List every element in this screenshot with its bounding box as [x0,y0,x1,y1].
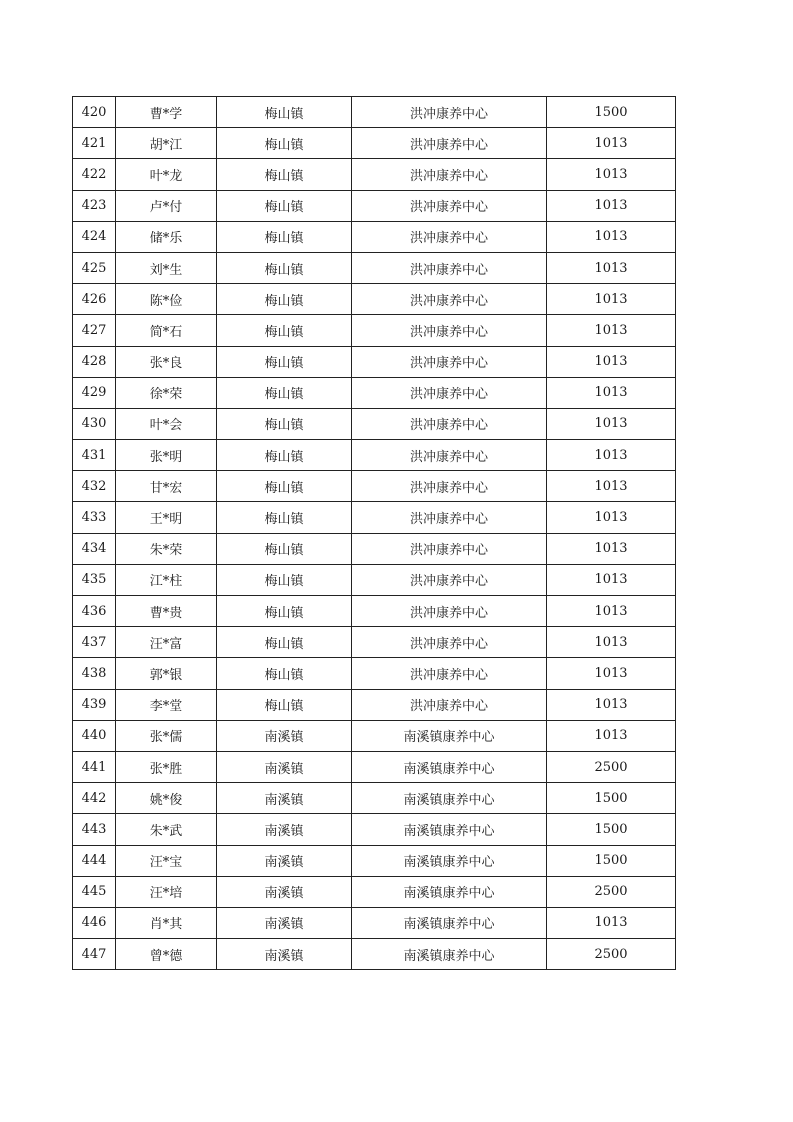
cell-name: 汪*宝 [116,845,217,876]
table-row [73,284,676,315]
cell-serial-number: 439 [73,689,116,720]
cell-town: 梅山镇 [217,284,352,315]
table-row [73,377,676,408]
cell-town: 南溪镇 [217,845,352,876]
cell-town: 南溪镇 [217,751,352,782]
cell-care-center: 洪冲康养中心 [352,377,547,408]
table-row [73,907,676,938]
cell-care-center: 洪冲康养中心 [352,471,547,502]
cell-amount: 1500 [547,783,676,814]
table-row [73,751,676,782]
cell-town: 梅山镇 [217,221,352,252]
cell-name: 胡*江 [116,128,217,159]
cell-town: 梅山镇 [217,596,352,627]
cell-care-center: 洪冲康养中心 [352,533,547,564]
cell-care-center: 洪冲康养中心 [352,252,547,283]
cell-town: 梅山镇 [217,346,352,377]
cell-town: 南溪镇 [217,720,352,751]
table-row [73,596,676,627]
cell-name: 曾*德 [116,939,217,970]
cell-name: 刘*生 [116,252,217,283]
cell-serial-number: 420 [73,97,116,128]
cell-care-center: 南溪镇康养中心 [352,907,547,938]
cell-name: 卢*付 [116,190,217,221]
cell-care-center: 南溪镇康养中心 [352,720,547,751]
table-row [73,720,676,751]
cell-town: 梅山镇 [217,564,352,595]
cell-serial-number: 428 [73,346,116,377]
table-row [73,408,676,439]
cell-town: 梅山镇 [217,440,352,471]
table-row [73,658,676,689]
cell-town: 梅山镇 [217,533,352,564]
cell-amount: 1013 [547,315,676,346]
table-row [73,471,676,502]
cell-name: 张*儒 [116,720,217,751]
cell-amount: 1013 [547,533,676,564]
table-row [73,814,676,845]
cell-name: 曹*学 [116,97,217,128]
table-row [73,783,676,814]
table-row [73,128,676,159]
cell-serial-number: 426 [73,284,116,315]
cell-town: 梅山镇 [217,190,352,221]
cell-town: 梅山镇 [217,97,352,128]
cell-name: 肖*其 [116,907,217,938]
cell-amount: 2500 [547,751,676,782]
cell-town: 梅山镇 [217,128,352,159]
table-row [73,564,676,595]
cell-care-center: 洪冲康养中心 [352,97,547,128]
cell-serial-number: 424 [73,221,116,252]
cell-name: 徐*荣 [116,377,217,408]
cell-town: 梅山镇 [217,502,352,533]
table-row [73,221,676,252]
table-row [73,845,676,876]
cell-amount: 1500 [547,97,676,128]
cell-serial-number: 433 [73,502,116,533]
cell-amount: 1013 [547,564,676,595]
table-row [73,939,676,970]
cell-amount: 1500 [547,814,676,845]
cell-care-center: 洪冲康养中心 [352,128,547,159]
cell-name: 张*良 [116,346,217,377]
cell-amount: 1013 [547,408,676,439]
cell-amount: 1013 [547,720,676,751]
table-row [73,876,676,907]
cell-care-center: 洪冲康养中心 [352,596,547,627]
cell-care-center: 洪冲康养中心 [352,627,547,658]
cell-name: 储*乐 [116,221,217,252]
table-row [73,315,676,346]
cell-amount: 2500 [547,939,676,970]
cell-serial-number: 425 [73,252,116,283]
cell-town: 梅山镇 [217,408,352,439]
cell-name: 陈*俭 [116,284,217,315]
cell-serial-number: 435 [73,564,116,595]
cell-name: 汪*培 [116,876,217,907]
cell-amount: 1013 [547,627,676,658]
table-row [73,252,676,283]
cell-serial-number: 442 [73,783,116,814]
table-row [73,502,676,533]
cell-town: 南溪镇 [217,783,352,814]
cell-care-center: 南溪镇康养中心 [352,814,547,845]
cell-care-center: 南溪镇康养中心 [352,751,547,782]
cell-amount: 1013 [547,190,676,221]
cell-amount: 1013 [547,689,676,720]
cell-town: 梅山镇 [217,252,352,283]
cell-town: 梅山镇 [217,471,352,502]
cell-town: 梅山镇 [217,627,352,658]
roster-table-body [73,97,676,970]
cell-serial-number: 447 [73,939,116,970]
cell-town: 南溪镇 [217,939,352,970]
cell-amount: 1013 [547,346,676,377]
cell-serial-number: 429 [73,377,116,408]
cell-amount: 1013 [547,377,676,408]
cell-name: 汪*富 [116,627,217,658]
cell-care-center: 南溪镇康养中心 [352,783,547,814]
cell-care-center: 洪冲康养中心 [352,284,547,315]
cell-amount: 1013 [547,252,676,283]
cell-serial-number: 423 [73,190,116,221]
cell-town: 梅山镇 [217,159,352,190]
cell-serial-number: 422 [73,159,116,190]
cell-name: 张*明 [116,440,217,471]
cell-amount: 1013 [547,440,676,471]
cell-serial-number: 438 [73,658,116,689]
cell-serial-number: 432 [73,471,116,502]
cell-serial-number: 444 [73,845,116,876]
cell-serial-number: 421 [73,128,116,159]
cell-amount: 1013 [547,658,676,689]
cell-town: 梅山镇 [217,377,352,408]
table-row [73,97,676,128]
cell-amount: 1013 [547,596,676,627]
cell-care-center: 洪冲康养中心 [352,658,547,689]
cell-name: 江*柱 [116,564,217,595]
cell-serial-number: 436 [73,596,116,627]
cell-name: 叶*会 [116,408,217,439]
cell-amount: 1013 [547,907,676,938]
cell-care-center: 南溪镇康养中心 [352,939,547,970]
cell-care-center: 洪冲康养中心 [352,689,547,720]
cell-serial-number: 445 [73,876,116,907]
table-row [73,533,676,564]
cell-amount: 1013 [547,284,676,315]
cell-serial-number: 430 [73,408,116,439]
cell-care-center: 洪冲康养中心 [352,315,547,346]
table-row [73,627,676,658]
cell-care-center: 洪冲康养中心 [352,159,547,190]
cell-amount: 1013 [547,502,676,533]
cell-name: 叶*龙 [116,159,217,190]
cell-serial-number: 440 [73,720,116,751]
cell-care-center: 洪冲康养中心 [352,346,547,377]
cell-amount: 1013 [547,221,676,252]
cell-town: 梅山镇 [217,658,352,689]
cell-serial-number: 434 [73,533,116,564]
cell-serial-number: 446 [73,907,116,938]
cell-town: 梅山镇 [217,689,352,720]
cell-name: 李*堂 [116,689,217,720]
cell-care-center: 洪冲康养中心 [352,440,547,471]
cell-town: 南溪镇 [217,876,352,907]
cell-serial-number: 441 [73,751,116,782]
cell-care-center: 洪冲康养中心 [352,502,547,533]
cell-name: 朱*武 [116,814,217,845]
cell-care-center: 洪冲康养中心 [352,564,547,595]
cell-name: 朱*荣 [116,533,217,564]
roster-table [72,96,676,970]
cell-name: 张*胜 [116,751,217,782]
cell-care-center: 南溪镇康养中心 [352,845,547,876]
table-row [73,440,676,471]
cell-amount: 2500 [547,876,676,907]
cell-serial-number: 443 [73,814,116,845]
cell-amount: 1500 [547,845,676,876]
cell-name: 甘*宏 [116,471,217,502]
table-row [73,159,676,190]
cell-name: 王*明 [116,502,217,533]
cell-town: 南溪镇 [217,907,352,938]
cell-amount: 1013 [547,471,676,502]
cell-care-center: 洪冲康养中心 [352,190,547,221]
cell-care-center: 南溪镇康养中心 [352,876,547,907]
cell-amount: 1013 [547,159,676,190]
table-row [73,190,676,221]
table-row [73,689,676,720]
cell-town: 梅山镇 [217,315,352,346]
cell-name: 曹*贵 [116,596,217,627]
cell-care-center: 洪冲康养中心 [352,221,547,252]
cell-care-center: 洪冲康养中心 [352,408,547,439]
cell-name: 简*石 [116,315,217,346]
cell-serial-number: 437 [73,627,116,658]
table-row [73,346,676,377]
cell-name: 姚*俊 [116,783,217,814]
cell-serial-number: 431 [73,440,116,471]
cell-name: 郭*银 [116,658,217,689]
cell-amount: 1013 [547,128,676,159]
cell-town: 南溪镇 [217,814,352,845]
cell-serial-number: 427 [73,315,116,346]
